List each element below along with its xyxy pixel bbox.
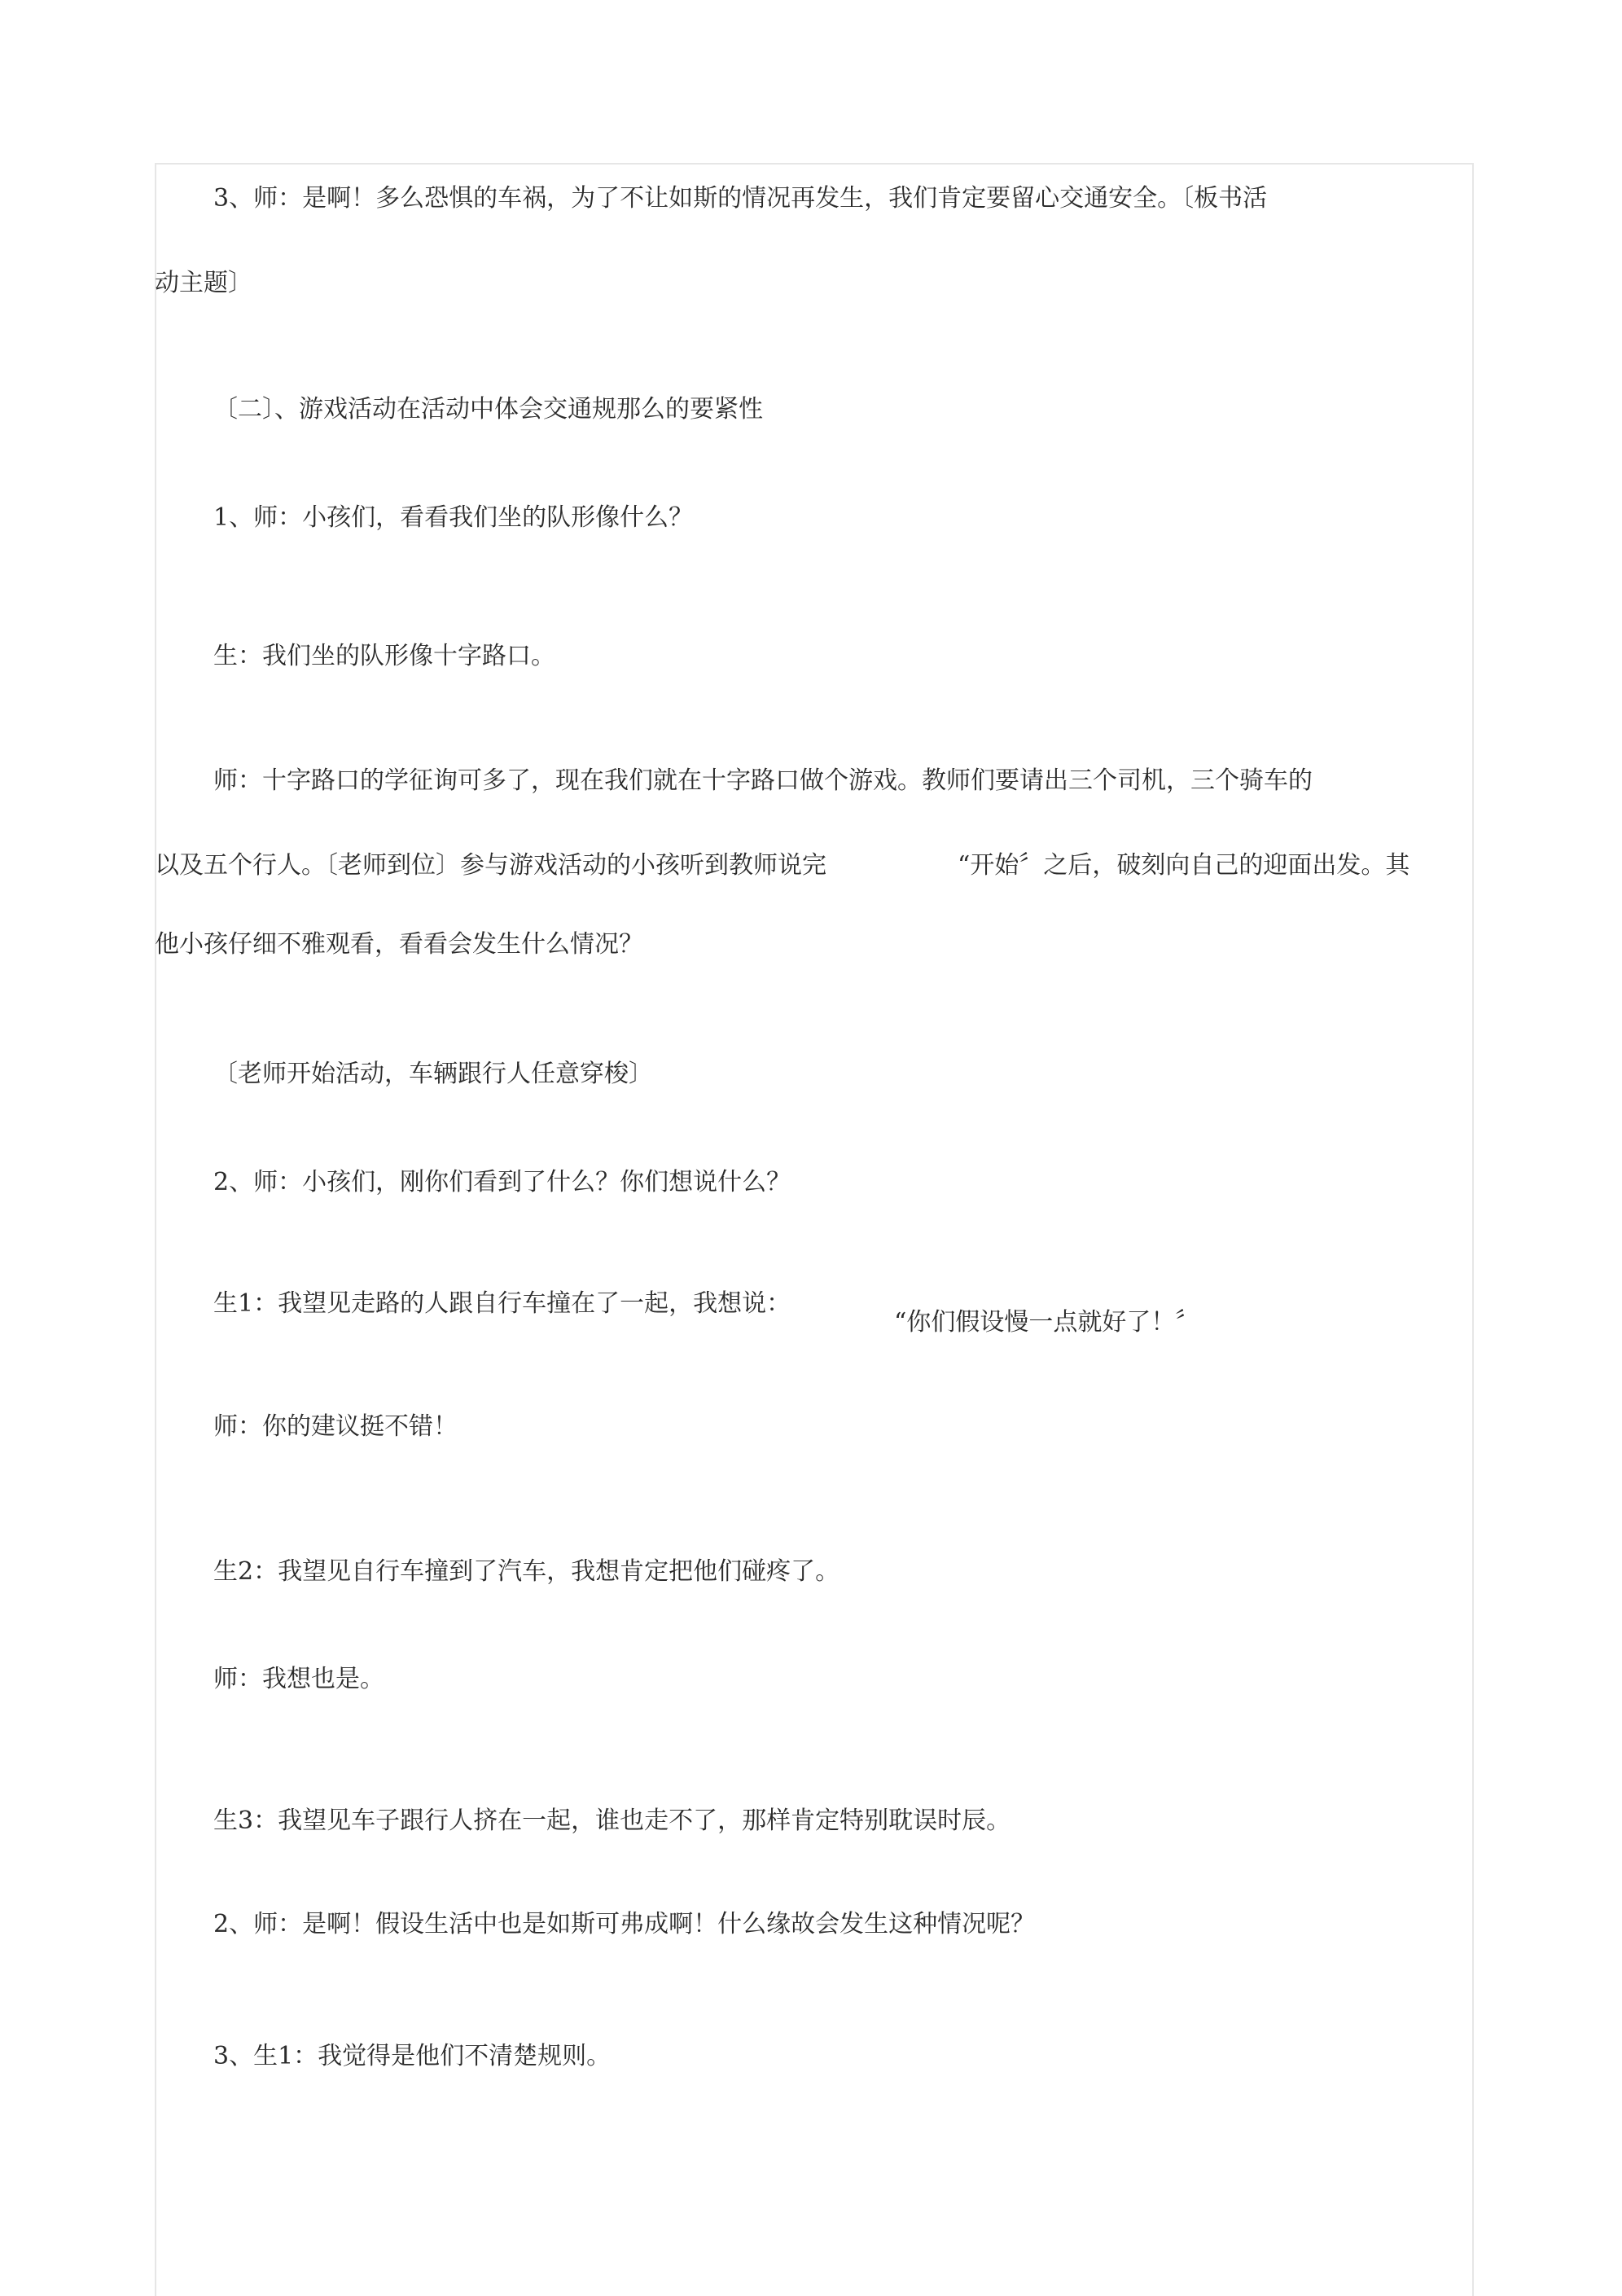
paragraph-line: 3、生1：我觉得是他们不清楚规则。 xyxy=(213,2042,612,2070)
paragraph-line: 生3：我望见车子跟行人挤在一起，谁也走不了，那样肯定特别耽误时辰。 xyxy=(213,1807,1011,1835)
paragraph-line: 师：我想也是。 xyxy=(213,1665,384,1693)
paragraph-line: “开始〞之后，破刻向自己的迎面出发。其 xyxy=(958,851,1410,880)
quote-line: “你们假设慢一点就好了！〞 xyxy=(894,1308,1200,1337)
paragraph-line: 生1：我望见走路的人跟自行车撞在了一起，我想说： xyxy=(213,1289,791,1318)
section-heading: 〔二〕、游戏活动在活动中体会交通规那么的要紧性 xyxy=(213,395,763,424)
paragraph-line: 〔老师开始活动，车辆跟行人任意穿梭〕 xyxy=(213,1060,653,1088)
paragraph-line: 1、师：小孩们，看看我们坐的队形像什么？ xyxy=(213,503,694,532)
paragraph-line: 生：我们坐的队形像十字路口。 xyxy=(213,642,555,670)
paragraph-line: 以及五个行人。〔老师到位〕参与游戏活动的小孩听到教师说完 xyxy=(155,851,826,880)
paragraph-line: 2、师：是啊！假设生活中也是如斯可弗成啊！什么缘故会发生这种情况呢？ xyxy=(213,1910,1036,1938)
paragraph-line: 2、师：小孩们，刚你们看到了什么？你们想说什么？ xyxy=(213,1168,791,1196)
paragraph-line: 生2：我望见自行车撞到了汽车，我想肯定把他们碰疼了。 xyxy=(213,1557,840,1586)
paragraph-line: 动主题〕 xyxy=(155,269,252,297)
paragraph-line: 师：你的建议挺不错！ xyxy=(213,1412,458,1441)
paragraph-line: 师：十字路口的学征询可多了，现在我们就在十字路口做个游戏。教师们要请出三个司机，三个骑车的 xyxy=(213,766,1313,795)
page-frame xyxy=(155,163,1474,2296)
paragraph-line: 他小孩仔细不雅观看，看看会发生什么情况？ xyxy=(155,930,643,959)
paragraph-line: 3、师：是啊！多么恐惧的车祸，为了不让如斯的情况再发生，我们肯定要留心交通安全。〔板书活 xyxy=(213,184,1268,213)
